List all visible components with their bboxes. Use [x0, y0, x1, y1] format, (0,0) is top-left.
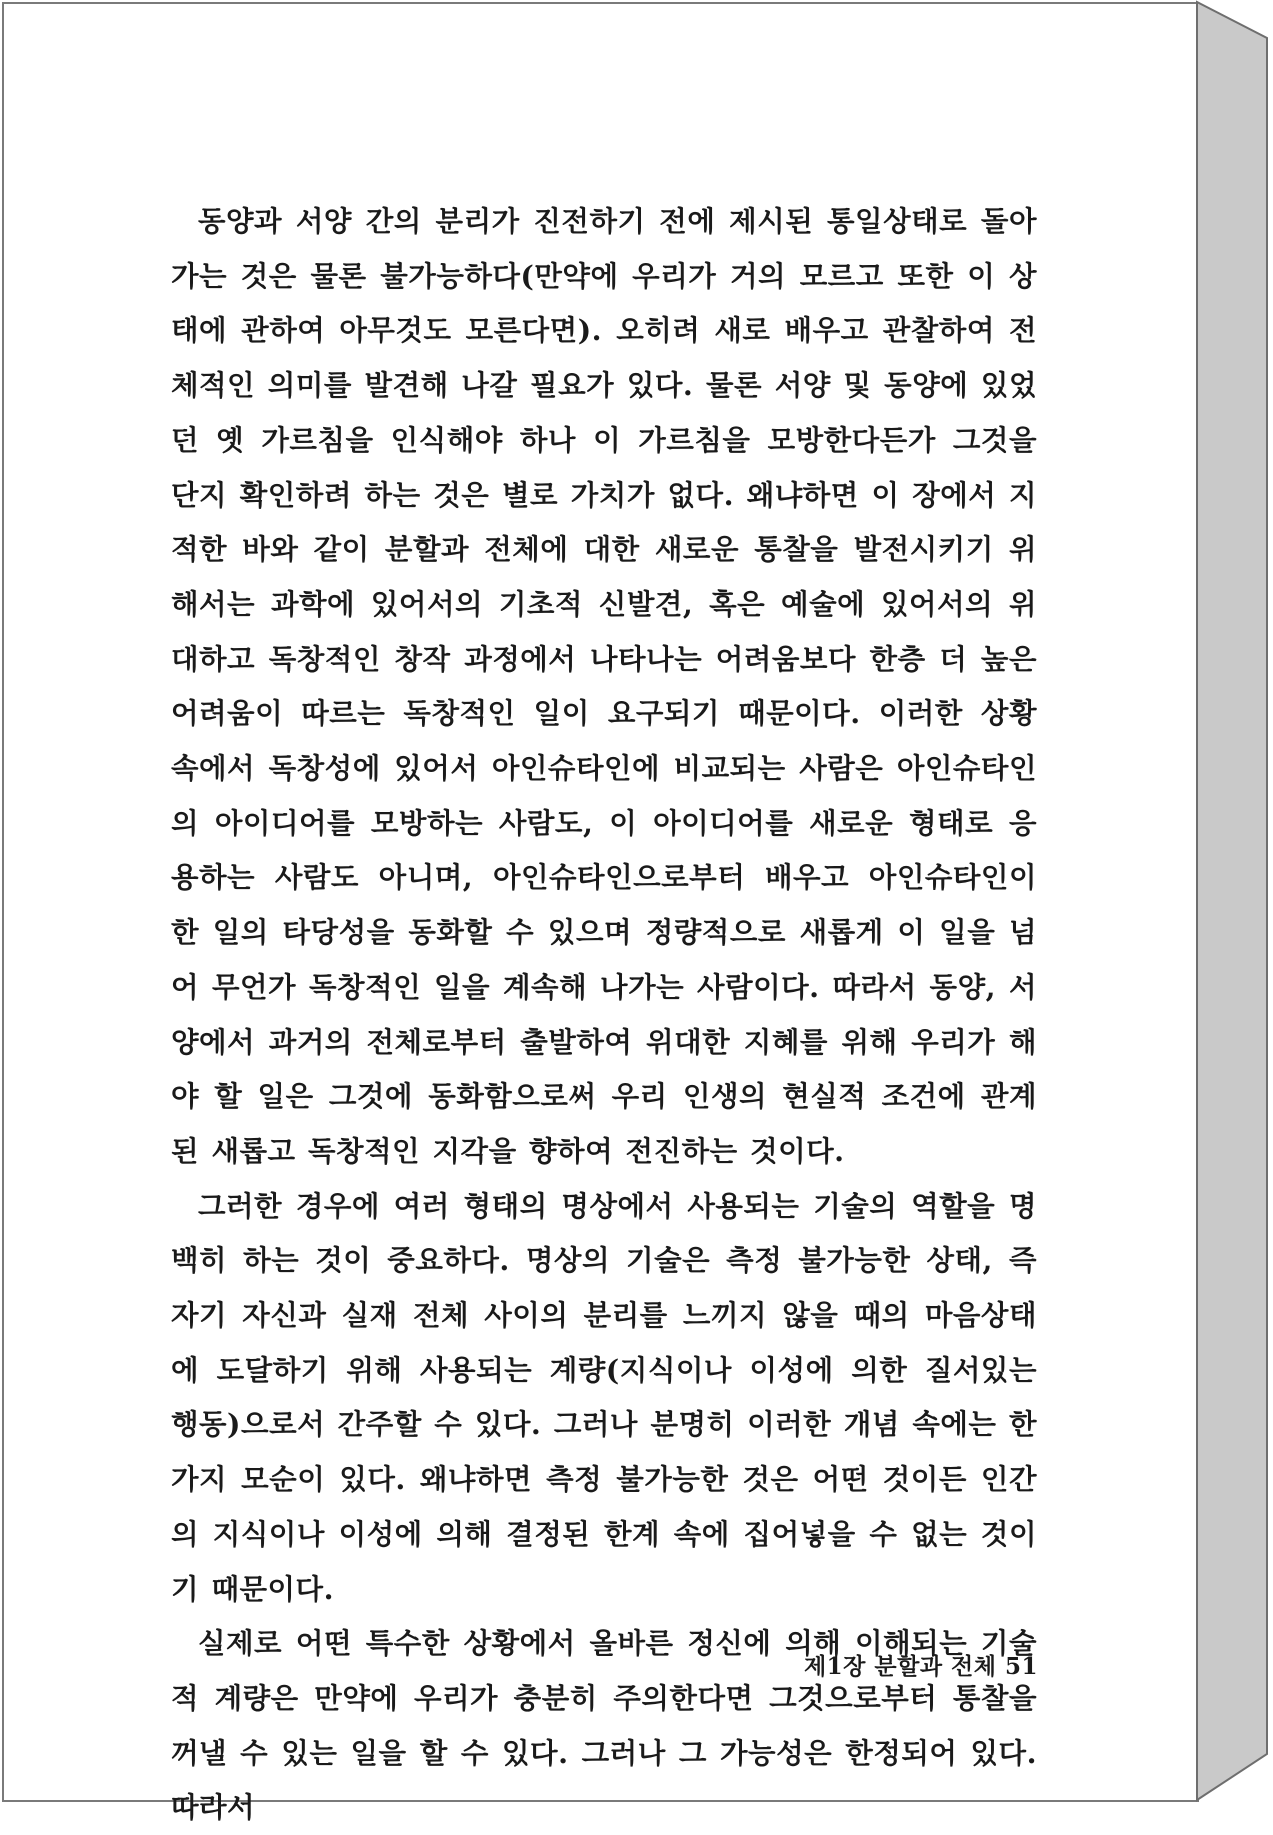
paragraph-2: 그러한 경우에 여러 형태의 명상에서 사용되는 기술의 역할을 명백히 하는 것이 중요하다. 명상의 기술은 측정 불가능한 상태, 즉 자기 자신과 실재 전체 사이의 분리를 느끼지 않을 때의 마음상태에 도달하기 위해 사용되는 계량(지식이나 이성에 의한 질서있는 행동)으로서 간주할 수 있다. 그러나 분명히 이러한 개념 속에는 한 가지 모순이 있다. 왜냐하면 측정 불가능한 것은 어떤 것이든 인간의 지식이나 이성에 의해 결정된 한계 속에 집어넣을 수 없는 것이기 때문이다. — [171, 1188, 1037, 1606]
paragraph-3: 실제로 어떤 특수한 상황에서 올바른 정신에 의해 이해되는 기술적 계량은 만약에 우리가 충분히 주의한다면 그것으로부터 통찰을 꺼낼 수 있는 일을 할 수 있다. 그러나 그 가능성은 한정되어 있다. 따라서 — [171, 1626, 1037, 1825]
page-footer: 제1장 분할과 전체 51 — [803, 1653, 1038, 1680]
book-spine — [1197, 2, 1271, 1802]
paragraph-1: 동양과 서양 간의 분리가 진전하기 전에 제시된 통일상태로 돌아가는 것은 물론 불가능하다(만약에 우리가 거의 모르고 또한 이 상태에 관하여 아무것도 모른다면). 오히려 새로 배우고 관찰하여 전체적인 의미를 발견해 나갈 필요가 있다. 물론 서양 및 동양에 있었던 옛 가르침을 인식해야 하나 이 가르침을 모방한다든가 그것을 단지 확인하려 하는 것은 별로 가치가 없다. 왜냐하면 이 장에서 지적한 바와 같이 분할과 전체에 대한 새로운 통찰을 발전시키기 위해서는 과학에 있어서의 기초적 신발견, 혹은 예술에 있어서의 위대하고 독창적인 창작 과정에서 나타나는 어려움보다 한층 더 높은 어려움이 따르는 독창적인 일이 요구되기 때문이다. 이러한 상황 속에서 독창성에 있어서 아인슈타인에 비교되는 사람은 아인슈타인의 아이디어를 모방하는 사람도, 이 아이디어를 새로운 형태로 응용하는 사람도 아니며, 아인슈타인으로부터 배우고 아인슈타인이 한 일의 타당성을 동화할 수 있으며 정량적으로 새롭게 이 일을 넘어 무언가 독창적인 일을 계속해 나가는 사람이다. 따라서 동양, 서양에서 과거의 전체로부터 출발하여 위대한 지혜를 위해 우리가 해야 할 일은 그것에 동화함으로써 우리 인생의 현실적 조건에 관계된 새롭고 독창적인 지각을 향하여 전진하는 것이다. — [171, 204, 1037, 1168]
book-spine-face — [1197, 2, 1267, 1800]
body-text — [171, 194, 1037, 1835]
book-page — [2, 2, 1199, 1825]
